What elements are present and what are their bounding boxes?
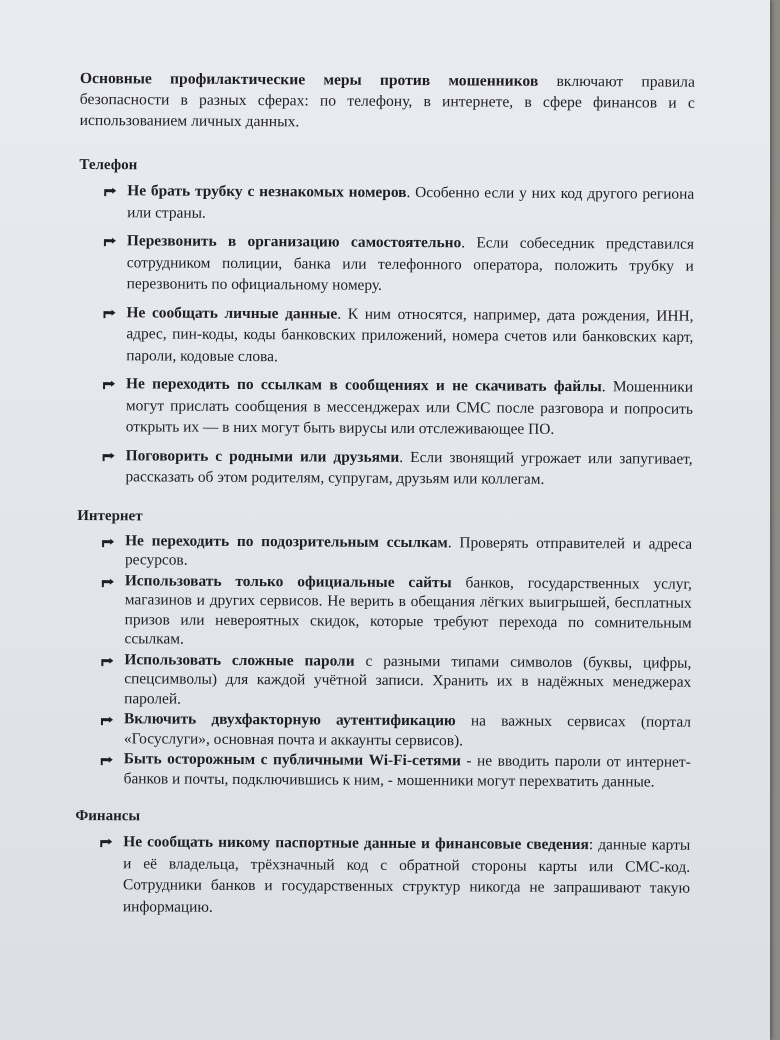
item-bold: Не сообщать никому паспортные данные и финансовые сведения	[123, 833, 589, 854]
list-item	[76, 570, 691, 652]
list-item	[76, 709, 691, 752]
item-text: . Мошенники могут прислать сообщения в мессенджерах или СМС после разговора и попросить открыть их — в них могут быть вирусы или отслеживающее ПО.	[125, 378, 694, 438]
list-item	[75, 831, 691, 921]
bullet-icon	[102, 306, 116, 320]
item-bold: Не сообщать личные данные	[126, 303, 338, 323]
item-bold: Перезвонить в организацию самостоятельно	[126, 232, 462, 252]
list-item	[77, 530, 692, 573]
document-body	[75, 68, 695, 941]
list-item	[79, 180, 694, 227]
finance-list	[75, 831, 691, 921]
item-text: банков, государственных услуг, магазинов и других сервисов. Не верить в обещания лёгких выигрышей, бесплатных призов или невероятных скидок, которые требуют перехода по сомнительным ссылкам.	[124, 573, 692, 648]
bullet-icon	[103, 184, 117, 198]
bullet-icon	[101, 575, 115, 589]
item-bold: Использовать сложные пароли	[124, 650, 355, 670]
item-text: . Особенно если у них код другого региона или страны.	[127, 183, 695, 222]
bullet-icon	[100, 713, 114, 727]
list-item	[77, 444, 692, 491]
item-text: . Если собеседник представился сотрудником полиции, банка или телефонного оператора, положить трубку и перезвонить по официальному номеру.	[126, 234, 694, 294]
item-bold: Использовать только официальные сайты	[124, 571, 452, 591]
item-text: - не вводить пароли от интернет-банков и почты, подключившись к ним, - мошенники могут перехватить данные.	[123, 752, 691, 791]
item-bold: Быть осторожным с публичными Wi-Fi-сетями	[123, 750, 461, 770]
list-item	[79, 230, 694, 298]
item-text: на важных сервисах (портал «Госуслуги», основная почта и аккаунты сервисов).	[123, 712, 692, 749]
item-bold: Поговорить с родными или друзьями	[125, 446, 400, 466]
bullet-icon	[100, 753, 114, 767]
bullet-icon	[99, 835, 113, 849]
intro-bold: Основные профилактические меры против мошенников	[79, 69, 539, 90]
list-item	[78, 373, 693, 441]
bullet-icon	[103, 234, 117, 248]
item-bold: Не переходить по ссылкам в сообщениях и не скачивать файлы	[126, 375, 602, 396]
section-phone	[77, 157, 694, 491]
bullet-icon	[101, 535, 115, 549]
bullet-icon	[102, 377, 116, 391]
internet-list	[76, 530, 693, 791]
bullet-icon	[102, 449, 116, 463]
item-text: . К ним относятся, например, дата рождения, ИНН, адрес, пин-коды, коды банковских приложений, номера счетов или банковских карт, пароли, кодовые слова.	[126, 305, 694, 365]
item-text: . Проверять отправителей и адреса ресурсов.	[124, 533, 693, 569]
item-bold: Включить двухфакторную аутентификацию	[123, 710, 456, 730]
item-text: : данные карты и её владельца, трёхзначный код с обратной стороны карты или СМС-код. Сотрудники банков и государственных структур никогда не запрашивают такую информацию.	[122, 836, 691, 916]
section-title-internet: Интернет	[77, 507, 143, 524]
intro-paragraph	[80, 68, 695, 135]
phone-list	[77, 180, 694, 491]
list-item	[76, 649, 691, 711]
section-internet	[76, 507, 693, 791]
list-item	[76, 749, 691, 792]
section-title-finance: Финансы	[75, 807, 141, 825]
item-bold: Не переходить по подозрительным ссылкам	[125, 531, 448, 551]
intro-text: включают правила безопасности в разных сферах: по телефону, в интернете, в сфере финансов и с использованием личных данных.	[79, 72, 695, 131]
item-text: . Если звонящий угрожает или запугивает, рассказать об этом родителям, супругам, друзьям или коллегам.	[125, 448, 693, 488]
bullet-icon	[100, 654, 114, 668]
section-finance	[75, 808, 691, 921]
item-text: с разными типами символов (буквы, цифры, спецсимволы) для каждой учётной записи. Хранить их в надёжных менеджерах паролей.	[124, 652, 692, 708]
item-bold: Не брать трубку с незнакомых номеров	[127, 182, 407, 201]
section-title-phone: Телефон	[79, 156, 138, 174]
list-item	[78, 301, 693, 369]
